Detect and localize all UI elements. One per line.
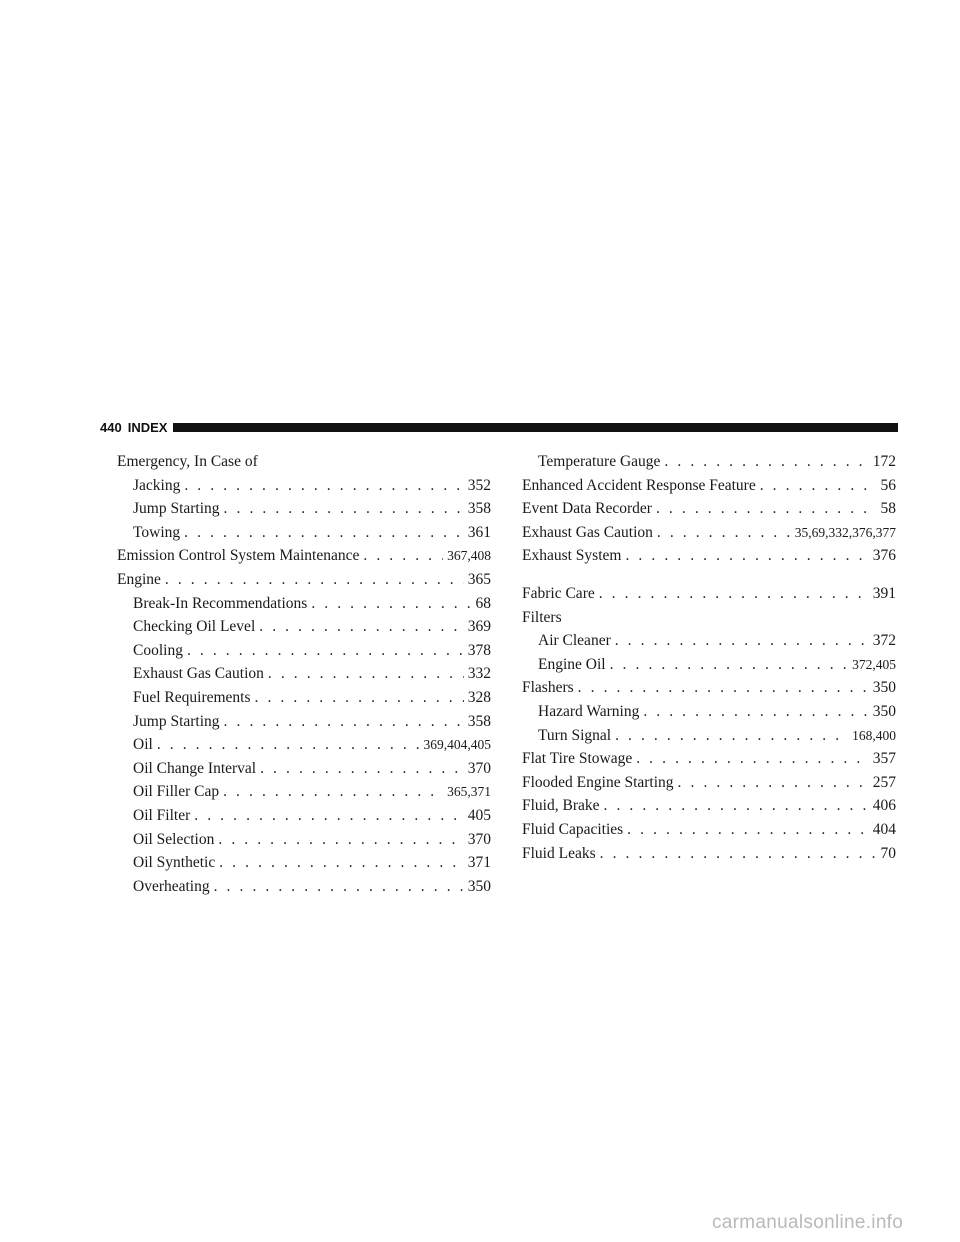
leader-dots	[664, 450, 868, 474]
entry-pages: 328	[467, 688, 491, 706]
entry-pages: 391	[872, 584, 896, 602]
index-entry-exhaust-gas-caution	[117, 662, 491, 686]
leader-dots	[184, 474, 463, 498]
leader-dots	[224, 710, 464, 734]
entry-label: Overheating	[133, 877, 210, 895]
entry-label: Exhaust Gas Caution	[133, 665, 264, 683]
index-entry-jump-starting	[117, 710, 491, 734]
leader-dots	[194, 804, 463, 828]
leader-dots	[268, 662, 464, 686]
index-entry-oil-filler-cap	[117, 780, 491, 804]
page-header	[100, 418, 898, 436]
entry-pages: 404	[872, 820, 896, 838]
entry-label: Jacking	[133, 476, 181, 494]
index-entry-flashers	[522, 676, 896, 700]
leader-dots	[615, 629, 869, 653]
leader-dots	[259, 615, 464, 639]
leader-dots	[255, 686, 464, 710]
entry-pages: 372,405	[852, 656, 896, 672]
entry-pages: 58	[880, 500, 896, 518]
leader-dots	[678, 771, 869, 795]
entry-label: Air Cleaner	[538, 632, 611, 650]
leader-dots	[224, 497, 464, 521]
entry-pages: 332	[467, 665, 491, 683]
index-entry-jacking	[117, 474, 491, 498]
index-entry-temperature-gauge	[522, 450, 896, 474]
leader-dots	[610, 653, 849, 677]
index-entry-break-in-recommendations	[117, 592, 491, 616]
entry-label: Enhanced Accident Response Feature	[522, 476, 756, 494]
index-entry-turn-signal	[522, 724, 896, 748]
leader-dots	[223, 780, 443, 804]
entry-pages: 370	[467, 759, 491, 777]
leader-dots	[627, 818, 869, 842]
index-entry-checking-oil-level	[117, 615, 491, 639]
header-rule	[173, 423, 898, 432]
entry-pages: 70	[880, 844, 896, 862]
leader-dots	[600, 842, 877, 866]
entry-label: Hazard Warning	[538, 702, 640, 720]
entry-label: Oil Filler Cap	[133, 783, 220, 801]
entry-pages: 378	[467, 641, 491, 659]
index-entry-oil-synthetic	[117, 851, 491, 875]
leader-dots	[187, 639, 464, 663]
leader-dots	[219, 851, 464, 875]
entry-pages: 68	[475, 594, 491, 612]
index-heading-filters: Filters	[522, 608, 562, 626]
entry-pages: 369,404,405	[423, 737, 491, 753]
leader-dots	[657, 521, 791, 545]
entry-pages: 365,371	[447, 784, 491, 800]
index-entry-overheating	[117, 875, 491, 899]
watermark: carmanualsonline.info	[712, 1212, 904, 1233]
entry-pages: 350	[467, 877, 491, 895]
leader-dots	[615, 724, 848, 748]
entry-label: Flashers	[522, 679, 574, 697]
leader-dots	[311, 592, 471, 616]
entry-label: Exhaust Gas Caution	[522, 523, 653, 541]
index-entry-hazard-warning	[522, 700, 896, 724]
entry-spacer	[522, 568, 896, 582]
index-entry-fluid-capacities	[522, 818, 896, 842]
entry-label: Event Data Recorder	[522, 500, 652, 518]
entry-label: Cooling	[133, 641, 183, 659]
index-entry-emission-control-system-maintenance	[117, 544, 491, 568]
entry-pages: 172	[872, 453, 896, 470]
entry-pages: 406	[872, 797, 896, 815]
leader-dots	[184, 521, 464, 545]
index-entry-fluid-leaks	[522, 842, 896, 866]
leader-dots	[165, 568, 464, 592]
section-title: INDEX	[127, 419, 168, 435]
entry-pages: 56	[880, 476, 896, 494]
entry-pages: 168,400	[852, 727, 896, 743]
leader-dots	[578, 676, 869, 700]
index-entry-oil	[117, 733, 491, 757]
entry-pages: 367,408	[447, 548, 491, 564]
entry-label: Jump Starting	[133, 712, 220, 730]
entry-label: Oil Change Interval	[133, 759, 257, 777]
entry-pages: 35,69,332,376,377	[794, 524, 896, 540]
entry-label: Fluid Capacities	[522, 820, 624, 838]
leader-dots	[214, 875, 464, 899]
entry-label: Fabric Care	[522, 584, 595, 602]
leader-dots	[643, 700, 868, 724]
index-entry-oil-filter	[117, 804, 491, 828]
entry-pages: 405	[467, 806, 491, 824]
index-heading-emergency-in-case-of: Emergency, In Case of	[117, 453, 258, 470]
index-entry-engine	[117, 568, 491, 592]
index-entry-flat-tire-stowage	[522, 747, 896, 771]
entry-label: Jump Starting	[133, 500, 220, 518]
entry-label: Fuel Requirements	[133, 688, 251, 706]
index-entry-event-data-recorder	[522, 497, 896, 521]
index-entry-oil-selection	[117, 828, 491, 852]
leader-dots	[218, 828, 463, 852]
entry-label: Checking Oil Level	[133, 618, 256, 636]
entry-label: Emission Control System Maintenance	[117, 547, 360, 565]
entry-pages: 361	[467, 523, 491, 541]
entry-label: Fluid, Brake	[522, 797, 600, 815]
entry-label: Flooded Engine Starting	[522, 773, 674, 791]
entry-pages: 365	[467, 570, 491, 588]
index-column-left	[117, 450, 491, 898]
entry-label: Engine Oil	[538, 655, 606, 673]
entry-label: Temperature Gauge	[538, 453, 661, 470]
entry-pages: 376	[872, 547, 896, 565]
index-entry-fuel-requirements	[117, 686, 491, 710]
leader-dots	[625, 544, 868, 568]
index-entry-exhaust-gas-caution	[522, 521, 896, 545]
entry-pages: 350	[872, 679, 896, 697]
leader-dots	[604, 794, 869, 818]
index-entry-enhanced-accident-response-feature	[522, 474, 896, 498]
leader-dots	[260, 757, 464, 781]
leader-dots	[157, 733, 420, 757]
entry-pages: 370	[467, 830, 491, 848]
index-entry-jump-starting	[117, 497, 491, 521]
index-entry-fabric-care	[522, 582, 896, 606]
entry-pages: 371	[467, 854, 491, 872]
entry-pages: 369	[467, 618, 491, 636]
entry-label: Oil Selection	[133, 830, 215, 848]
index-entry-towing	[117, 521, 491, 545]
entry-label: Exhaust System	[522, 547, 622, 565]
index-entry-air-cleaner	[522, 629, 896, 653]
entry-label: Break-In Recommendations	[133, 594, 308, 612]
index-column-right	[522, 450, 896, 865]
index-entry-oil-change-interval	[117, 757, 491, 781]
leader-dots	[363, 544, 443, 568]
entry-label: Towing	[133, 523, 181, 541]
entry-label: Flat Tire Stowage	[522, 750, 633, 768]
entry-label: Engine	[117, 570, 161, 588]
entry-pages: 357	[872, 750, 896, 768]
entry-label: Turn Signal	[538, 726, 612, 744]
entry-pages: 352	[467, 476, 491, 494]
leader-dots	[599, 582, 869, 606]
index-entry-cooling	[117, 639, 491, 663]
leader-dots	[656, 497, 877, 521]
index-entry-fluid-brake	[522, 794, 896, 818]
entry-label: Oil Filter	[133, 806, 191, 824]
entry-pages: 372	[872, 632, 896, 650]
leader-dots	[760, 474, 877, 498]
index-entry-engine-oil	[522, 653, 896, 677]
entry-pages: 358	[467, 500, 491, 518]
index-entry-flooded-engine-starting	[522, 771, 896, 795]
entry-pages: 350	[872, 702, 896, 720]
index-entry-exhaust-system	[522, 544, 896, 568]
entry-pages: 358	[467, 712, 491, 730]
page-number: 440	[100, 419, 122, 435]
leader-dots	[636, 747, 869, 771]
entry-pages: 257	[872, 773, 896, 791]
entry-label: Fluid Leaks	[522, 844, 596, 862]
entry-label: Oil	[133, 736, 153, 754]
entry-label: Oil Synthetic	[133, 854, 216, 872]
